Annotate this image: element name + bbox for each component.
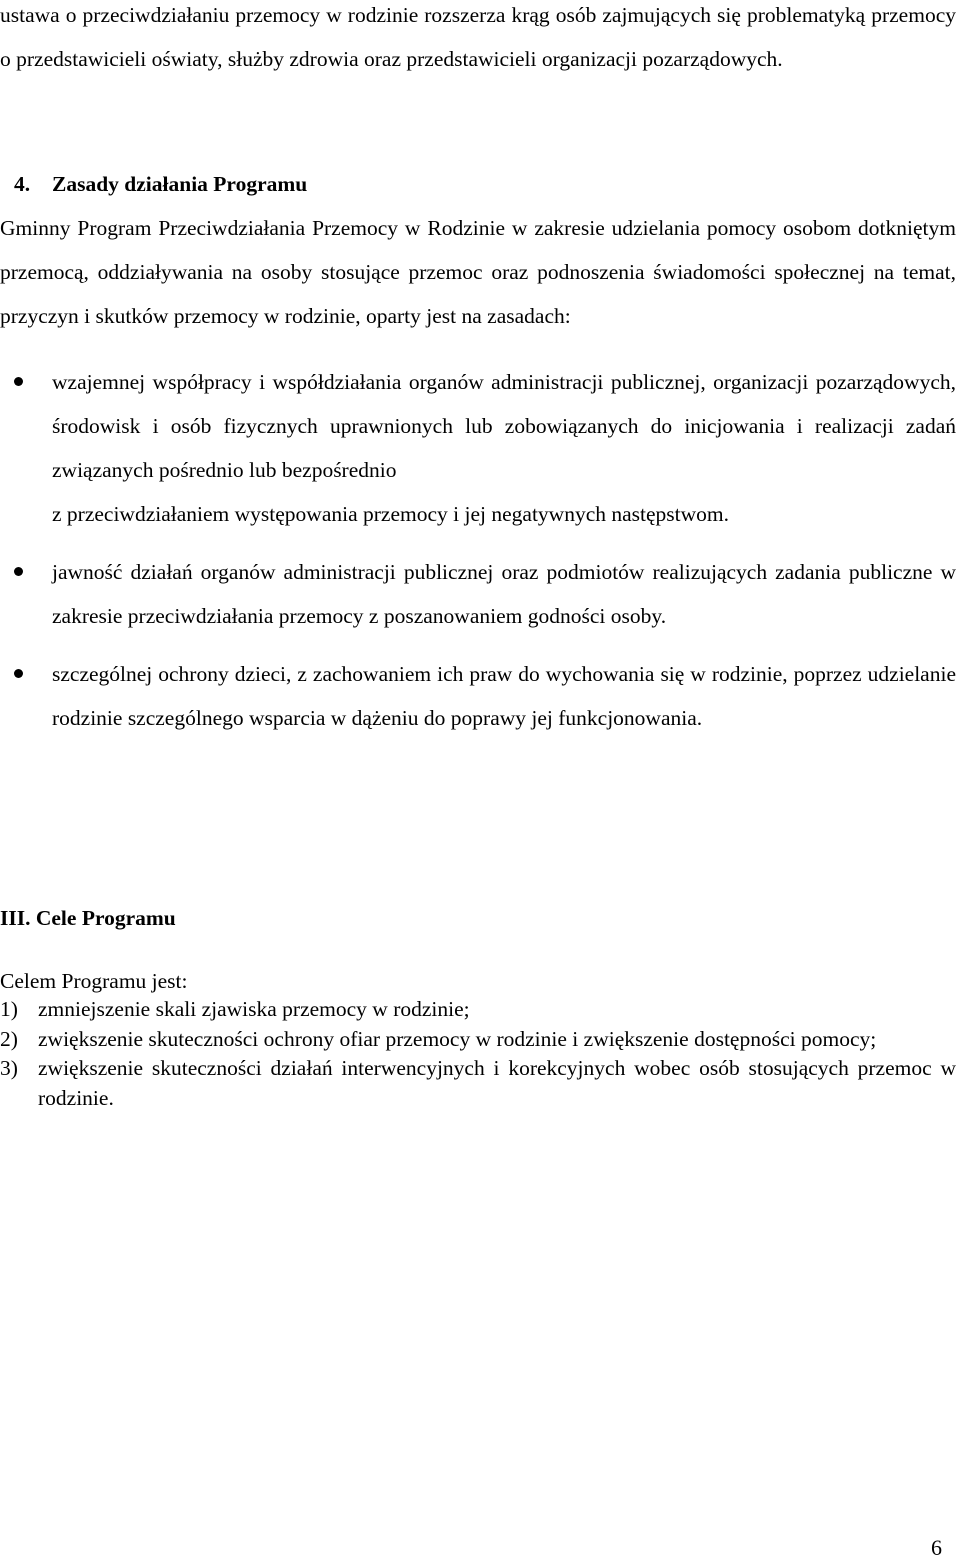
list-item (0, 652, 956, 740)
section-4-heading (14, 162, 956, 206)
section-4-title: Zasady działania Programu (52, 172, 308, 196)
goal-text: zwiększenie skuteczności ochrony ofiar przemocy w rodzinie i zwiększenie dostępności pomocy; (38, 1026, 877, 1051)
bullet-icon (14, 567, 23, 576)
goal-number: 1) (0, 997, 18, 1021)
list-item-text: jawność działań organów administracji publicznej oraz podmiotów realizujących zadania publiczne w zakresie przeciwdziałania przemocy z poszanowaniem godności osoby. (52, 560, 956, 628)
list-item-text: z przeciwdziałaniem występowania przemocy i jej negatywnych następstwom. (52, 502, 730, 526)
list-item-text: wzajemnej współpracy i współdziałania organów administracji publicznej, organizacji pozarządowych, środowisk i osób fizycznych uprawnionych lub zobowiązanych do inicjowania i realizacji zadań związanych pośrednio lub bezpośrednio (52, 370, 956, 482)
bullet-icon (14, 669, 23, 678)
section-3-number: III. (0, 906, 31, 930)
goals-list (0, 995, 956, 1113)
goal-text: zmniejszenie skali zjawiska przemocy w rodzinie; (38, 997, 470, 1021)
intro-paragraph: ustawa o przeciwdziałaniu przemocy w rodzinie rozszerza krąg osób zajmujących się problematyką przemocy o przedstawicieli oświaty, służby zdrowia oraz przedstawicieli organizacji pozarządowych. (0, 3, 956, 71)
goal-number: 3) (0, 1056, 18, 1080)
section-4-number: 4. (14, 172, 31, 196)
goal-number: 2) (0, 1026, 18, 1051)
goal-item (0, 1025, 956, 1055)
section-3-title: Cele Programu (35, 906, 176, 930)
list-item-text: szczególnej ochrony dzieci, z zachowaniem ich praw do wychowania się w rodzinie, poprzez udzielanie rodzinie szczególnego wsparcia w dążeniu do poprawy jej funkcjonowania. (52, 662, 956, 730)
list-item (0, 550, 956, 638)
section-3-heading (0, 896, 956, 940)
principles-paragraph: Gminny Program Przeciwdziałania Przemocy w Rodzinie w zakresie udzielania pomocy osobom dotkniętym przemocą, oddziaływania na osoby stosujące przemoc oraz podnoszenia świadomości społecznej na temat, przyczyn i skutków przemocy w rodzinie, oparty jest na zasadach: (0, 216, 956, 328)
goal-text: zwiększenie skuteczności działań interwencyjnych i korekcyjnych wobec osób stosujących przemoc w rodzinie. (38, 1056, 956, 1110)
goal-item (0, 1054, 956, 1113)
goals-intro: Celem Programu jest: (0, 969, 188, 993)
principles-list (0, 360, 956, 754)
bullet-icon (14, 377, 23, 386)
goal-item (0, 995, 956, 1025)
page-number: 6 (931, 1535, 942, 1560)
list-item (0, 360, 956, 536)
